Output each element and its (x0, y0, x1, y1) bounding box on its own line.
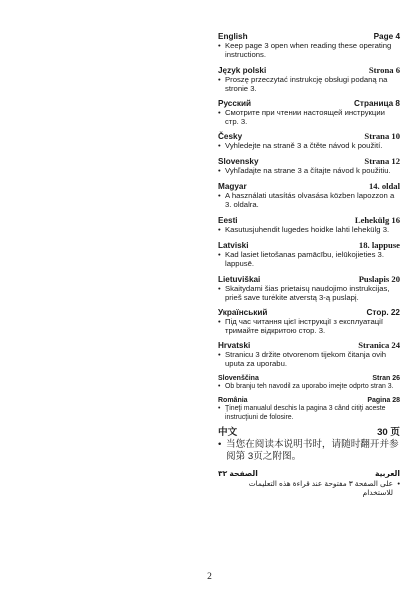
language-name: Latviski (218, 240, 249, 250)
instruction-text: Ob branju teh navodil za uporabo imejte odprto stran 3. (225, 383, 394, 391)
instruction-text: على الصفحة ٣ مفتوحة عند قراءة هذه التعليمات للاستخدام (248, 478, 393, 498)
bullet-icon: • (218, 405, 221, 413)
language-section (218, 65, 400, 94)
page-reference: Puslapis 20 (358, 273, 400, 284)
instruction-text: Vyhledejte na straně 3 a čtěte návod k použití. (225, 141, 383, 151)
page-reference: Lehekülg 16 (354, 215, 400, 226)
language-name: Hrvatski (218, 341, 251, 351)
language-section (218, 427, 400, 464)
page-reference: 30 页 (377, 426, 400, 438)
page-reference: Strana 10 (364, 131, 400, 142)
language-name: Slovensky (218, 157, 259, 167)
language-section (218, 308, 400, 336)
language-section (218, 99, 400, 127)
language-name: العربية (374, 468, 400, 478)
language-section (218, 131, 400, 151)
instruction-text: Kad lasiet lietošanas pamācību, ielūkojieties 3. lappusē. (225, 249, 384, 268)
bullet-icon: • (218, 225, 221, 235)
language-section (218, 181, 400, 210)
instruction-text: Vyhľadajte na strane 3 a čítajte návod k použitiu. (225, 166, 391, 176)
language-name: English (218, 32, 248, 41)
bullet-icon: • (218, 74, 221, 84)
page-reference: 18. lappuse (358, 239, 400, 250)
instruction-text: Kasutusjuhendit lugedes hoidke lahti lehekülg 3. (225, 225, 390, 235)
bullet-icon: • (218, 191, 221, 201)
instruction-text: Смотрите при чтении настоящей инструкции стр. 3. (225, 107, 385, 126)
language-section (218, 274, 400, 303)
language-name: Eesti (218, 216, 238, 226)
instruction-text: Stranicu 3 držite otvorenom tijekom čitanja ovih uputa za uporabu. (225, 350, 387, 369)
page-number: 2 (207, 572, 212, 582)
bullet-icon: • (218, 438, 222, 450)
page-reference: الصفحة ٣٢ (218, 468, 258, 478)
language-section (218, 240, 400, 269)
page-reference: Strona 6 (368, 64, 400, 75)
language-name: Magyar (218, 182, 247, 192)
bullet-icon: • (218, 316, 221, 326)
bullet-icon: • (218, 383, 221, 391)
bullet-icon: • (218, 41, 221, 50)
language-name: Український (218, 307, 268, 317)
instruction-text: Proszę przeczytać instrukcję obsługi podaną na stronie 3. (225, 74, 388, 93)
page-reference: Stran 26 (372, 375, 400, 383)
page-reference: Strana 12 (364, 156, 400, 167)
page-reference: Stranica 24 (358, 340, 400, 351)
language-name: România (218, 397, 248, 405)
language-section (218, 469, 400, 498)
bullet-icon: • (397, 478, 400, 488)
language-name: 中文 (218, 426, 238, 438)
instruction-text: A használati utasítás olvasása közben lapozzon a 3. oldalra. (225, 191, 395, 210)
instruction-text: Skaitydami šias prietaisų naudojimo instrukcijas, prieš save turėkite atverstą 3-ą puslapį. (225, 283, 390, 302)
bullet-icon: • (218, 141, 221, 151)
instruction-text: Keep page 3 open when reading these operating instructions. (225, 41, 392, 59)
language-section (218, 340, 400, 369)
page-reference: Page 4 (373, 32, 400, 41)
language-section (218, 396, 400, 421)
bullet-icon: • (218, 107, 221, 117)
language-name: Česky (218, 132, 243, 142)
page-reference: Страница 8 (354, 98, 400, 108)
language-name: Slovenščina (218, 375, 259, 383)
page-reference: 14. oldal (368, 181, 400, 192)
language-section (218, 215, 400, 235)
language-section (218, 32, 400, 60)
instruction-text: 当您在阅读本说明书时，请随时翻开并参阅第 3页之附图。 (226, 438, 399, 463)
instruction-text: Ţineţi manualul deschis la pagina 3 când citiţi aceste instrucţiuni de folosire. (225, 405, 386, 421)
language-section (218, 374, 400, 391)
language-index (218, 32, 400, 503)
bullet-icon: • (218, 283, 221, 293)
language-section (218, 156, 400, 176)
page-reference: Pagina 28 (367, 397, 400, 405)
bullet-icon: • (218, 249, 221, 259)
bullet-icon: • (218, 166, 221, 176)
bullet-icon: • (218, 350, 221, 360)
language-name: Język polski (218, 65, 267, 75)
instruction-text: Під час читання цієї інструкції з експлуатації тримайте відкритою стор. 3. (225, 316, 384, 335)
language-name: Русский (218, 98, 252, 108)
language-name: Lietuviškai (218, 274, 261, 284)
page-reference: Стор. 22 (366, 307, 400, 317)
